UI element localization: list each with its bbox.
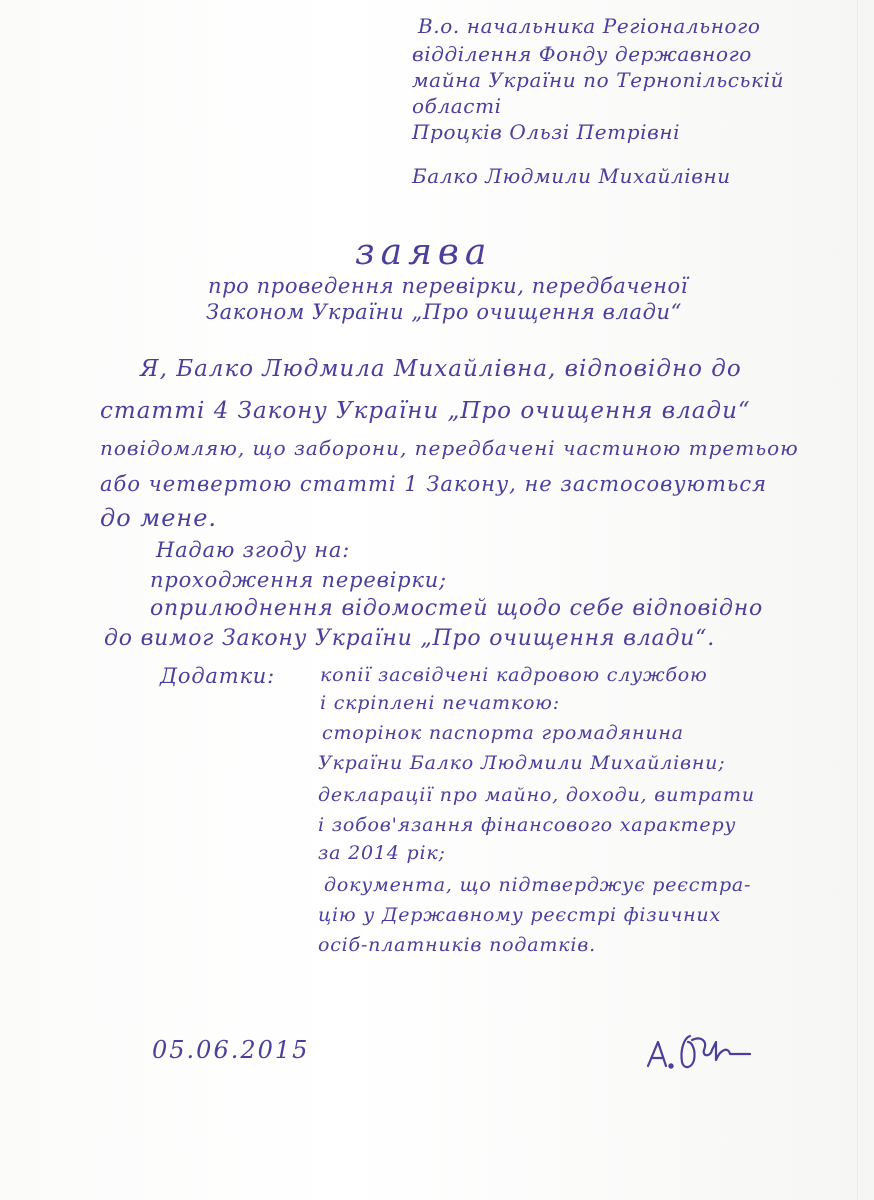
attachments-line-10: осіб-платників податків. [318, 934, 596, 956]
applicant-name: Балко Людмили Михайлівни [412, 164, 731, 188]
body-line-5: до мене. [100, 504, 218, 532]
attachments-line-8: документа, що підтверджує реєстра- [324, 874, 752, 896]
attachments-line-2: і скріплені печаткою: [320, 692, 560, 714]
attachments-line-1: копії засвідчені кадровою службою [320, 664, 708, 686]
signature-surname [681, 1036, 750, 1067]
document-date: 05.06.2015 [152, 1036, 310, 1064]
header-line-3: майна України по Тернопільській [412, 68, 785, 92]
consent-item-1: проходження перевірки; [150, 568, 447, 592]
attachments-label: Додатки: [160, 664, 275, 688]
addressee-name: Процків Ользі Петрівні [412, 120, 681, 144]
consent-item-2-cont: до вимог Закону України „Про очищення влади“. [104, 626, 715, 651]
signature-initial [648, 1042, 666, 1066]
consent-item-2: оприлюднення відомостей щодо себе відповідно [150, 596, 764, 621]
body-line-4: або четвертою статті 1 Закону, не застосовуються [100, 472, 768, 496]
subtitle-line-1: про проведення перевірки, передбаченої [208, 274, 689, 298]
attachments-line-3: сторінок паспорта громадянина [322, 722, 684, 744]
body-line-1: Я, Балко Людмила Михайлівна, відповідно до [140, 356, 742, 382]
subtitle-line-2: Законом України „Про очищення влади“ [206, 300, 682, 324]
body-line-3: повідомляю, що заборони, передбачені частиною третьою [100, 436, 799, 460]
paper-fold [857, 0, 858, 1200]
signature-strokes [648, 1036, 750, 1068]
attachments-line-7: за 2014 рік; [318, 842, 446, 864]
attachments-line-6: і зобов'язання фінансового характеру [318, 814, 737, 836]
signature-dot [669, 1064, 672, 1067]
header-line-4: області [412, 94, 502, 118]
consent-intro: Надаю згоду на: [156, 538, 351, 562]
attachments-line-9: цію у Державному реєстрі фізичних [318, 904, 721, 926]
attachments-line-4: України Балко Людмили Михайлівни; [318, 752, 726, 774]
document-title: заява [355, 232, 493, 273]
header-line-1: В.о. начальника Регіонального [418, 14, 761, 38]
attachments-line-5: декларації про майно, доходи, витрати [318, 784, 755, 806]
body-line-2: статті 4 Закону України „Про очищення влади“ [100, 398, 751, 424]
header-line-2: відділення Фонду державного [412, 42, 752, 66]
signature [640, 1020, 760, 1080]
